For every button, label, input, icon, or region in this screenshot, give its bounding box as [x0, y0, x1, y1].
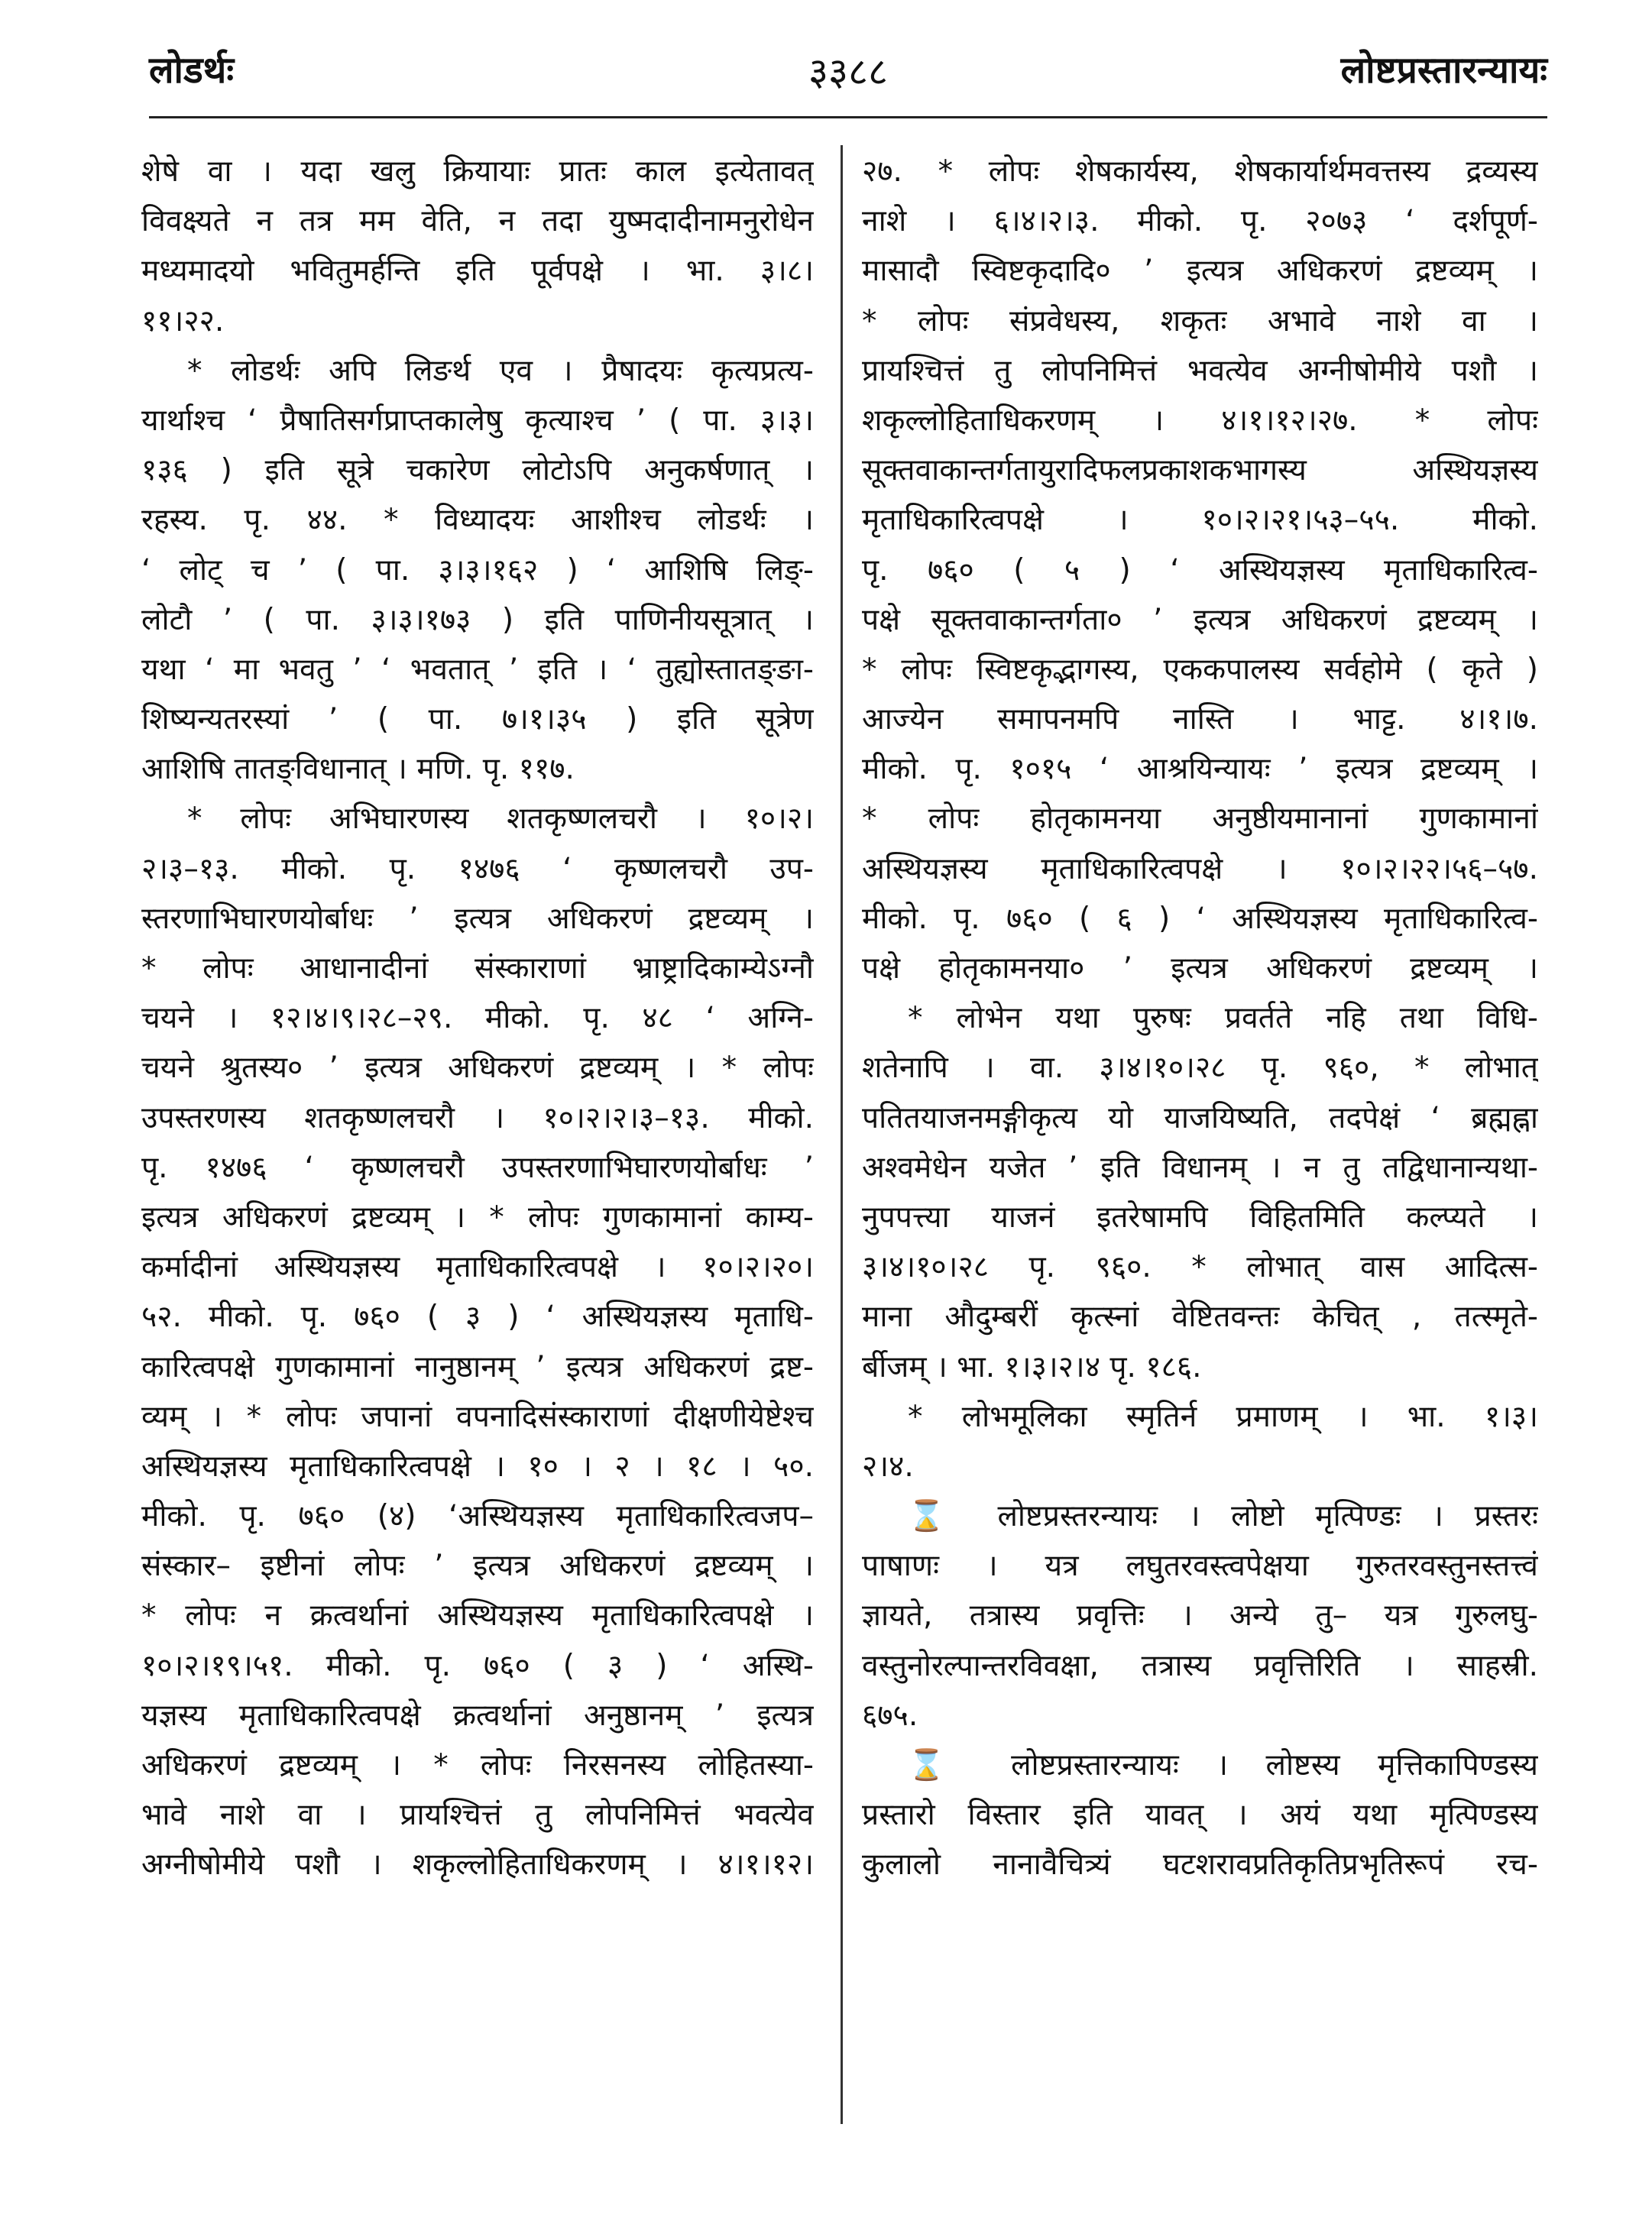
text-line: मृताधिकारित्वपक्षे । १०।२।२१।५३–५५. मीको.: [862, 503, 1538, 538]
text-line: * लोपः न क्रत्वर्थानां अस्थियज्ञस्य मृताधिकारित्वपक्षे ।: [141, 1598, 814, 1634]
header-rule: [149, 116, 1547, 118]
text-line: पृ. १४७६ ‘ कृष्णलचरौ उपस्तरणाभिघारणयोर्बाधः ’: [141, 1150, 814, 1185]
text-line: कुलालो नानावैचित्र्यं घटशरावप्रतिकृतिप्रभृतिरूपं रच-: [862, 1847, 1538, 1883]
text-line: यज्ञस्य मृताधिकारित्वपक्षे क्रत्वर्थानां अनुष्ठानम् ’ इत्यत्र: [141, 1698, 814, 1733]
text-line: माना औदुम्बरीं कृत्स्नां वेष्टितवन्तः केचित् , तत्स्मृते-: [862, 1300, 1538, 1335]
text-line: र्बीजम् । भा. १।३।२।४ पृ. १८६.: [862, 1349, 1202, 1384]
text-line: रहस्य. पृ. ४४. * विध्यादयः आशीश्च लोडर्थः ।: [141, 503, 814, 538]
text-line: * लोभमूलिका स्मृतिर्न प्रमाणम् । भा. १।३।: [908, 1399, 1538, 1434]
text-line: * लोपः संप्रवेधस्य, शकृतः अभावे नाशे वा ।: [862, 303, 1538, 338]
text-line: अग्नीषोमीये पशौ । शकृल्लोहिताधिकरणम् । ४।१।१२।: [141, 1847, 814, 1883]
text-line: संस्कार– इष्टीनां लोपः ’ इत्यत्र अधिकरणं द्रष्टव्यम् ।: [141, 1549, 814, 1584]
text-line: पक्षे सूक्तवाकान्तर्गता० ’ इत्यत्र अधिकरणं द्रष्टव्यम् ।: [862, 602, 1538, 637]
text-line: प्रस्तारो विस्तार इति यावत् । अयं यथा मृत्पिण्डस्य: [862, 1798, 1538, 1833]
text-line: चयने । १२।४।९।२८–२९. मीको. पृ. ४८ ‘ अग्नि-: [141, 1001, 814, 1036]
text-line: चयने श्रुतस्य० ’ इत्यत्र अधिकरणं द्रष्टव्यम् । * लोपः: [141, 1051, 814, 1086]
text-line: ११।२२.: [141, 303, 225, 338]
text-line: आज्येन समापनमपि नास्ति । भाट्ट. ४।१।७.: [862, 702, 1538, 737]
column-divider: [841, 145, 843, 2124]
text-line: ६७५.: [862, 1698, 918, 1733]
left-column: [141, 147, 814, 1890]
text-line: * लोपः अभिघारणस्य शतकृष्णलचरौ । १०।२।: [187, 801, 814, 837]
text-line: नाशे । ६।४।२।३. मीको. पृ. २०७३ ‘ दर्शपूर्ण-: [862, 204, 1538, 239]
text-line: २७. * लोपः शेषकार्यस्य, शेषकार्यार्थमवत्तस्य द्रव्यस्य: [862, 154, 1538, 189]
text-line: * लोभेन यथा पुरुषः प्रवर्तते नहि तथा विधि-: [908, 1001, 1538, 1036]
text-line: कारित्वपक्षे गुणकामानां नानुष्ठानम् ’ इत्यत्र अधिकरणं द्रष्ट-: [141, 1349, 814, 1384]
text-line: विवक्ष्यते न तत्र मम वेति, न तदा युष्मदादीनामनुरोधेन: [141, 204, 814, 239]
text-line: भावे नाशे वा । प्रायश्चित्तं तु लोपनिमित्तं भवत्येव: [141, 1798, 814, 1833]
text-line: यथा ‘ मा भवतु ’ ‘ भवतात् ’ इति । ‘ तुह्योस्तातङ्ङा-: [141, 652, 814, 687]
text-line: * लोडर्थः अपि लिङर्थ एव । प्रैषादयः कृत्यप्रत्य-: [187, 353, 814, 388]
text-line: शतेनापि । वा. ३।४।१०।२८ पृ. ९६०, * लोभात्: [862, 1051, 1538, 1086]
text-line: ‘ लोट् च ’ ( पा. ३।३।१६२ ) ‘ आशिषि लिङ्-: [141, 552, 814, 588]
text-line: १३६ ) इति सूत्रे चकारेण लोटोऽपि अनुकर्षणात् ।: [141, 453, 814, 488]
text-line: १०।२।१९।५१. मीको. पृ. ७६० ( ३ ) ‘ अस्थि-: [141, 1648, 814, 1683]
text-line: पाषाणः । यत्र लघुतरवस्त्वपेक्षया गुरुतरवस्तुनस्तत्त्वं: [862, 1549, 1538, 1584]
text-line: व्यम् । * लोपः जपानां वपनादिसंस्काराणां दीक्षणीयेष्टेश्च: [141, 1399, 814, 1434]
text-line: शिष्यन्यतरस्यां ’ ( पा. ७।१।३५ ) इति सूत्रेण: [141, 702, 814, 737]
text-line: पृ. ७६० ( ५ ) ‘ अस्थियज्ञस्य मृताधिकारित्व-: [862, 552, 1538, 588]
text-line: ज्ञायते, तत्रास्य प्रवृत्तिः । अन्ये तु– यत्र गुरुलघु-: [862, 1598, 1538, 1634]
text-line: * लोपः स्विष्टकृद्भागस्य, एककपालस्य सर्वहोमे ( कृते ): [862, 652, 1538, 687]
text-line: अधिकरणं द्रष्टव्यम् । * लोपः निरसनस्य लोहितस्या-: [141, 1748, 814, 1783]
text-line: ३।४।१०।२८ पृ. ९६०. * लोभात् वास आदित्स-: [862, 1250, 1538, 1285]
text-line: ५२. मीको. पृ. ७६० ( ३ ) ‘ अस्थियज्ञस्य मृताधि-: [141, 1300, 814, 1335]
text-line: प्रायश्चित्तं तु लोपनिमित्तं भवत्येव अग्नीषोमीये पशौ ।: [862, 353, 1538, 388]
text-line: कर्मादीनां अस्थियज्ञस्य मृताधिकारित्वपक्षे । १०।२।२०।: [141, 1250, 814, 1285]
text-line: शकृल्लोहिताधिकरणम् । ४।१।१२।२७. * लोपः: [862, 403, 1538, 438]
right-headword: लोष्टप्रस्तारन्यायः: [1340, 49, 1547, 92]
page-number: ३३८८: [808, 50, 888, 94]
text-line: मीको. पृ. १०१५ ‘ आश्रयिन्यायः ’ इत्यत्र द्रष्टव्यम् ।: [862, 752, 1538, 787]
text-line: उपस्तरणस्य शतकृष्णलचरौ । १०।२।२।३–१३. मीको.: [141, 1100, 814, 1135]
text-line: अश्वमेधेन यजेत ’ इति विधानम् । न तु तद्विधानान्यथा-: [862, 1150, 1538, 1185]
text-line: अस्थियज्ञस्य मृताधिकारित्वपक्षे । १०।२।२२।५६–५७.: [862, 851, 1538, 886]
text-line: आशिषि तातङ्विधानात् । मणि. पृ. ११७.: [141, 752, 575, 787]
text-line: शेषे वा । यदा खलु क्रियायाः प्रातः काल इत्येतावत्: [141, 154, 814, 189]
text-line: मध्यमादयो भवितुमर्हन्ति इति पूर्वपक्षे । भा. ३।८।: [141, 254, 814, 289]
text-line: * लोपः आधानादीनां संस्काराणां भ्राष्ट्रादिकाम्येऽग्नौ: [141, 951, 814, 986]
left-headword: लोडर्थः: [149, 49, 235, 92]
text-line: मासादौ स्विष्टकृदादि० ’ इत्यत्र अधिकरणं द्रष्टव्यम् ।: [862, 254, 1538, 289]
text-line: यार्थाश्च ‘ प्रैषातिसर्गप्राप्तकालेषु कृत्याश्च ’ ( पा. ३।३।: [141, 403, 814, 438]
right-column: [862, 147, 1538, 1890]
text-line: मीको. पृ. ७६० (४) ‘अस्थियज्ञस्य मृताधिकारित्वजप–: [141, 1499, 814, 1534]
text-line: ⌛ लोष्टप्रस्तरन्यायः । लोष्टो मृत्पिण्डः । प्रस्तरः: [908, 1499, 1538, 1534]
text-line: मीको. पृ. ७६० ( ६ ) ‘ अस्थियज्ञस्य मृताधिकारित्व-: [862, 901, 1538, 936]
text-line: ⌛ लोष्टप्रस्तारन्यायः । लोष्टस्य मृत्तिकापिण्डस्य: [908, 1748, 1538, 1783]
text-line: पक्षे होतृकामनया० ’ इत्यत्र अधिकरणं द्रष्टव्यम् ।: [862, 951, 1538, 986]
text-line: २।३–१३. मीको. पृ. १४७६ ‘ कृष्णलचरौ उप-: [141, 851, 814, 886]
text-line: वस्तुनोरल्पान्तरविवक्षा, तत्रास्य प्रवृत्तिरिति । साहस्री.: [862, 1648, 1538, 1683]
text-line: अस्थियज्ञस्य मृताधिकारित्वपक्षे । १० । २ । १८ । ५०.: [141, 1449, 814, 1484]
text-line: सूक्तवाकान्तर्गतायुरादिफलप्रकाशकभागस्य अस्थियज्ञस्य: [862, 453, 1538, 488]
text-line: लोटौ ’ ( पा. ३।३।१७३ ) इति पाणिनीयसूत्रात् ।: [141, 602, 814, 637]
text-line: नुपपत्त्या याजनं इतरेषामपि विहितमिति कल्प्यते ।: [862, 1200, 1538, 1235]
text-line: २।४.: [862, 1449, 914, 1484]
page-header: [149, 44, 1547, 113]
text-line: * लोपः होतृकामनया अनुष्ठीयमानानां गुणकामानां: [862, 801, 1538, 837]
text-line: इत्यत्र अधिकरणं द्रष्टव्यम् । * लोपः गुणकामानां काम्य-: [141, 1200, 814, 1235]
text-line: पतितयाजनमङ्गीकृत्य यो याजयिष्यति, तदपेक्षं ‘ ब्रह्मह्ना: [862, 1100, 1538, 1135]
text-line: स्तरणाभिघारणयोर्बाधः ’ इत्यत्र अधिकरणं द्रष्टव्यम् ।: [141, 901, 814, 936]
